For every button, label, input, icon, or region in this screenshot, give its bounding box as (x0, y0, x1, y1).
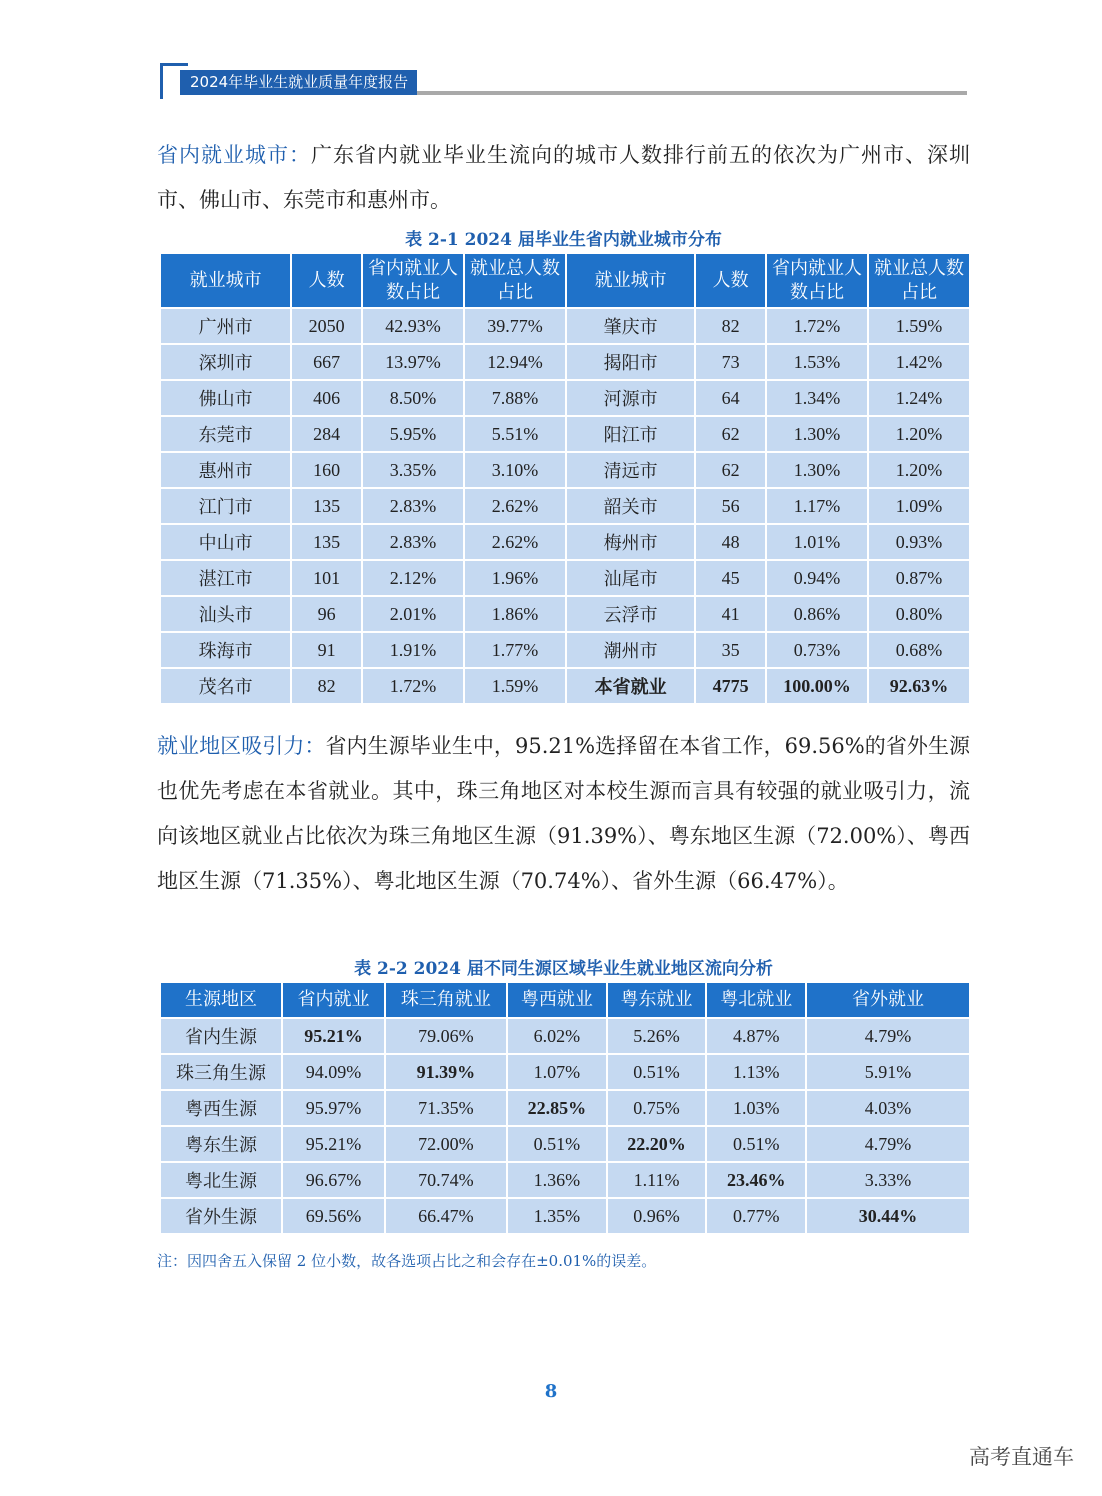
table-cell: 4.79% (807, 1019, 969, 1053)
table-cell: 1.13% (707, 1055, 805, 1089)
table-cell: 5.95% (363, 417, 463, 451)
total-cell: 92.63% (869, 669, 969, 703)
paragraph-employment-cities (157, 133, 970, 223)
table-cell: 1.34% (767, 381, 867, 415)
table-cell: 64 (696, 381, 765, 415)
page-number: 8 (544, 1381, 558, 1402)
table-cell: 41 (696, 597, 765, 631)
table-cell: 6.02% (508, 1019, 606, 1053)
table-cell: 韶关市 (567, 489, 694, 523)
table-cell: 82 (696, 309, 765, 343)
table-cell: 0.51% (707, 1127, 805, 1161)
paragraph-region-attraction (157, 724, 970, 904)
table-row (161, 525, 969, 559)
column-header: 就业总人数占比 (869, 254, 969, 307)
table-cell: 96 (292, 597, 361, 631)
table-cell: 4.79% (807, 1127, 969, 1161)
table-cell: 73 (696, 345, 765, 379)
table-row (161, 345, 969, 379)
table-cell: 0.93% (869, 525, 969, 559)
table-cell: 1.72% (363, 669, 463, 703)
table-row (161, 489, 969, 523)
table-cell: 79.06% (386, 1019, 506, 1053)
table-cell: 667 (292, 345, 361, 379)
table-cell: 7.88% (465, 381, 565, 415)
column-header: 人数 (696, 254, 765, 307)
table-cell: 2050 (292, 309, 361, 343)
table-cell: 粤北生源 (161, 1163, 281, 1197)
table-cell: 0.51% (608, 1055, 706, 1089)
table-cell: 东莞市 (161, 417, 290, 451)
column-header: 珠三角就业 (386, 983, 506, 1017)
table-cell: 0.86% (767, 597, 867, 631)
table-cell: 0.87% (869, 561, 969, 595)
table-row (161, 561, 969, 595)
table-cell: 0.75% (608, 1091, 706, 1125)
total-cell: 100.00% (767, 669, 867, 703)
table-cell: 135 (292, 489, 361, 523)
table-cell: 91 (292, 633, 361, 667)
table-cell: 72.00% (386, 1127, 506, 1161)
table-cell: 1.59% (869, 309, 969, 343)
table-cell: 粤西生源 (161, 1091, 281, 1125)
table-cell: 3.35% (363, 453, 463, 487)
table-row (161, 1199, 969, 1233)
table-cell: 1.30% (767, 417, 867, 451)
table-row (161, 417, 969, 451)
table-cell: 35 (696, 633, 765, 667)
table-cell: 1.77% (465, 633, 565, 667)
table-cell: 0.96% (608, 1199, 706, 1233)
table-cell: 1.11% (608, 1163, 706, 1197)
table-row (161, 309, 969, 343)
table-cell: 0.94% (767, 561, 867, 595)
table-cell: 1.24% (869, 381, 969, 415)
table-cell: 云浮市 (567, 597, 694, 631)
table-cell: 48 (696, 525, 765, 559)
section-text: 广东省内就业毕业生流向的城市人数排行前五的依次为广州市、深圳市、佛山市、东莞市和惠州市。 (157, 143, 970, 212)
table-cell: 茂名市 (161, 669, 290, 703)
table-cell: 13.97% (363, 345, 463, 379)
report-title: 2024年毕业生就业质量年度报告 (180, 70, 417, 95)
table-cell: 2.83% (363, 489, 463, 523)
table-cell: 1.96% (465, 561, 565, 595)
table-cell: 1.20% (869, 453, 969, 487)
city-distribution-table (159, 252, 971, 705)
table-cell: 1.86% (465, 597, 565, 631)
table-cell: 阳江市 (567, 417, 694, 451)
table-cell: 0.80% (869, 597, 969, 631)
table-cell: 潮州市 (567, 633, 694, 667)
column-header: 省内就业 (283, 983, 384, 1017)
table-cell: 8.50% (363, 381, 463, 415)
table-cell: 1.42% (869, 345, 969, 379)
highlight-cell: 30.44% (807, 1199, 969, 1233)
table-cell: 406 (292, 381, 361, 415)
table-cell: 河源市 (567, 381, 694, 415)
table-cell: 1.91% (363, 633, 463, 667)
column-header: 人数 (292, 254, 361, 307)
table-cell: 4.03% (807, 1091, 969, 1125)
table-row (161, 669, 969, 703)
table-cell: 1.03% (707, 1091, 805, 1125)
column-header: 省内就业人数占比 (363, 254, 463, 307)
table-cell: 135 (292, 525, 361, 559)
table-cell: 2.62% (465, 525, 565, 559)
table-row (161, 1163, 969, 1197)
table-cell: 清远市 (567, 453, 694, 487)
table-cell: 1.30% (767, 453, 867, 487)
table-cell: 5.51% (465, 417, 565, 451)
table-cell: 70.74% (386, 1163, 506, 1197)
table-cell: 揭阳市 (567, 345, 694, 379)
table-cell: 95.21% (283, 1127, 384, 1161)
table-cell: 省内生源 (161, 1019, 281, 1053)
table-cell: 66.47% (386, 1199, 506, 1233)
table-cell: 5.91% (807, 1055, 969, 1089)
column-header: 省内就业人数占比 (767, 254, 867, 307)
total-label-cell: 本省就业 (567, 669, 694, 703)
table-cell: 39.77% (465, 309, 565, 343)
total-cell: 4775 (696, 669, 765, 703)
table-cell: 2.01% (363, 597, 463, 631)
table-cell: 广州市 (161, 309, 290, 343)
highlight-cell: 22.20% (608, 1127, 706, 1161)
table-cell: 佛山市 (161, 381, 290, 415)
table-cell: 1.17% (767, 489, 867, 523)
table-cell: 62 (696, 417, 765, 451)
table-cell: 95.97% (283, 1091, 384, 1125)
column-header: 就业城市 (161, 254, 290, 307)
table-row (161, 1091, 969, 1125)
table-row (161, 1055, 969, 1089)
table-cell: 2.62% (465, 489, 565, 523)
table-cell: 2.83% (363, 525, 463, 559)
table-cell: 肇庆市 (567, 309, 694, 343)
table-cell: 69.56% (283, 1199, 384, 1233)
table-row (161, 597, 969, 631)
table-cell: 2.12% (363, 561, 463, 595)
table-cell: 珠三角生源 (161, 1055, 281, 1089)
table-cell: 0.73% (767, 633, 867, 667)
table-cell: 省外生源 (161, 1199, 281, 1233)
table-cell: 粤东生源 (161, 1127, 281, 1161)
column-header: 就业总人数占比 (465, 254, 565, 307)
table-cell: 1.72% (767, 309, 867, 343)
table-cell: 1.01% (767, 525, 867, 559)
highlight-cell: 22.85% (508, 1091, 606, 1125)
table-cell: 56 (696, 489, 765, 523)
table-cell: 1.35% (508, 1199, 606, 1233)
table-row (161, 1019, 969, 1053)
table-cell: 中山市 (161, 525, 290, 559)
table-cell: 5.26% (608, 1019, 706, 1053)
table-cell: 江门市 (161, 489, 290, 523)
table-cell: 0.68% (869, 633, 969, 667)
table-cell: 284 (292, 417, 361, 451)
column-header: 粤东就业 (608, 983, 706, 1017)
column-header: 就业城市 (567, 254, 694, 307)
watermark: 高考直通车 (969, 1445, 1074, 1469)
table-cell: 汕尾市 (567, 561, 694, 595)
table-cell: 101 (292, 561, 361, 595)
table-caption: 表 2-1 2024 届毕业生省内就业城市分布 (405, 230, 722, 250)
table-note: 注：因四舍五入保留 2 位小数，故各选项占比之和会存在±0.01%的误差。 (157, 1252, 657, 1270)
table-cell: 1.59% (465, 669, 565, 703)
table-cell: 汕头市 (161, 597, 290, 631)
table-cell: 62 (696, 453, 765, 487)
table-cell: 1.09% (869, 489, 969, 523)
table-cell: 94.09% (283, 1055, 384, 1089)
highlight-cell: 95.21% (283, 1019, 384, 1053)
table-cell: 0.51% (508, 1127, 606, 1161)
table-cell: 4.87% (707, 1019, 805, 1053)
table-cell: 160 (292, 453, 361, 487)
table-cell: 42.93% (363, 309, 463, 343)
table-cell: 1.20% (869, 417, 969, 451)
table-cell: 12.94% (465, 345, 565, 379)
section-lead: 就业地区吸引力： (157, 734, 326, 758)
table-header-row (161, 254, 969, 307)
table-cell: 深圳市 (161, 345, 290, 379)
table-row (161, 453, 969, 487)
section-lead: 省内就业城市： (157, 143, 311, 167)
table-cell: 1.36% (508, 1163, 606, 1197)
table-cell: 96.67% (283, 1163, 384, 1197)
region-flow-table (159, 981, 971, 1235)
table-cell: 3.33% (807, 1163, 969, 1197)
highlight-cell: 23.46% (707, 1163, 805, 1197)
table-cell: 3.10% (465, 453, 565, 487)
table-cell: 45 (696, 561, 765, 595)
column-header: 粤北就业 (707, 983, 805, 1017)
table-cell: 珠海市 (161, 633, 290, 667)
section-text: 省内生源毕业生中，95.21%选择留在本省工作，69.56%的省外生源也优先考虑在本省就业。其中，珠三角地区对本校生源而言具有较强的就业吸引力，流向该地区就业占比依次为珠三角地区生源（91.39%）、粤东地区生源（72.00%）、粤西地区生源（71.35%）、粤北地区生源（70.74%）、省外生源（66.47%）。 (157, 734, 970, 893)
table-cell: 梅州市 (567, 525, 694, 559)
table-cell: 0.77% (707, 1199, 805, 1233)
highlight-cell: 91.39% (386, 1055, 506, 1089)
table-row (161, 381, 969, 415)
table-cell: 82 (292, 669, 361, 703)
table-cell: 71.35% (386, 1091, 506, 1125)
table-cell: 1.07% (508, 1055, 606, 1089)
table-header-row (161, 983, 969, 1017)
table-cell: 1.53% (767, 345, 867, 379)
table-row (161, 1127, 969, 1161)
column-header: 粤西就业 (508, 983, 606, 1017)
table-cell: 湛江市 (161, 561, 290, 595)
table-row (161, 633, 969, 667)
table-cell: 惠州市 (161, 453, 290, 487)
table-caption: 表 2-2 2024 届不同生源区域毕业生就业地区流向分析 (354, 959, 773, 979)
column-header: 省外就业 (807, 983, 969, 1017)
column-header: 生源地区 (161, 983, 281, 1017)
